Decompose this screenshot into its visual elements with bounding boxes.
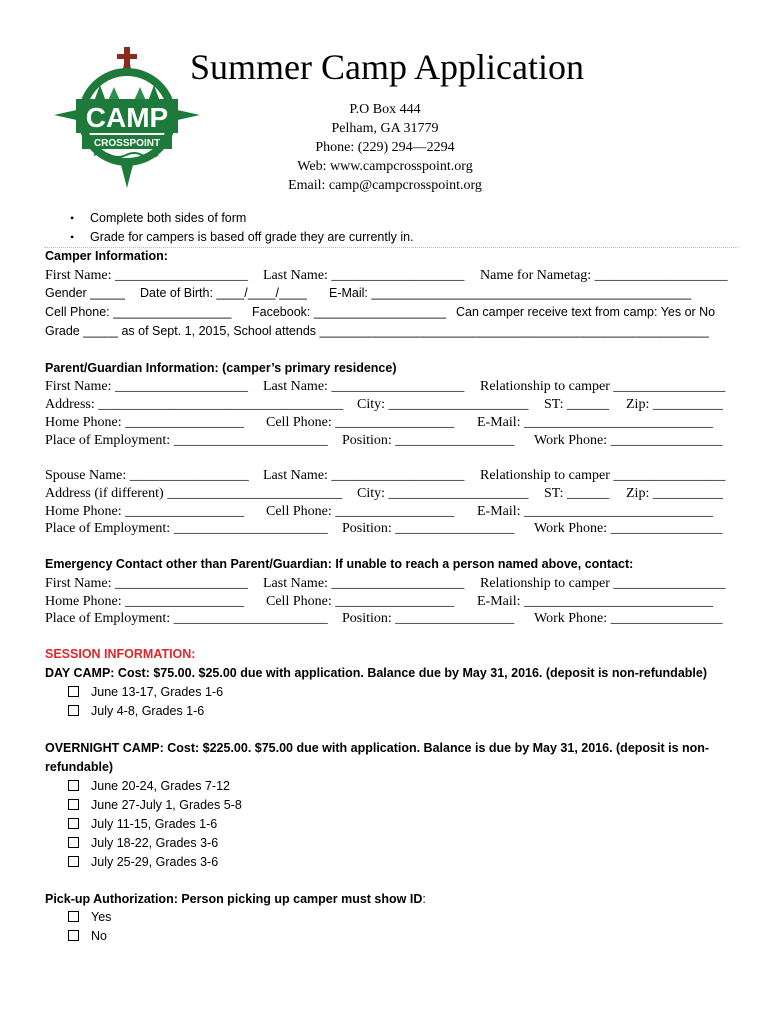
emergency-work-phone-field[interactable]: Work Phone: ________________ bbox=[534, 611, 723, 626]
overnight-camp-description-line-1: OVERNIGHT CAMP: Cost: $225.00. $75.00 due with application. Balance is due by May 31, 2016. (deposit is non- bbox=[45, 741, 710, 755]
pickup-option-no[interactable] bbox=[68, 929, 107, 947]
parent-row-3 bbox=[45, 415, 745, 433]
camp-crosspoint-logo bbox=[52, 45, 202, 190]
logo-text-crosspoint: CROSSPOINT bbox=[93, 138, 161, 149]
spouse-zip-field[interactable]: Zip: __________ bbox=[626, 486, 723, 501]
spouse-row-2 bbox=[45, 486, 745, 504]
parent-home-phone-field[interactable]: Home Phone: _________________ bbox=[45, 415, 245, 430]
overnight-option-label: July 11-15, Grades 1-6 bbox=[91, 817, 218, 831]
day-option-label: July 4-8, Grades 1-6 bbox=[91, 704, 205, 718]
overnight-option-2[interactable] bbox=[68, 798, 242, 816]
parent-st-field[interactable]: ST: ______ bbox=[544, 397, 610, 412]
checkbox-icon[interactable] bbox=[68, 856, 79, 867]
bullet-icon: • bbox=[70, 211, 75, 225]
camper-gender-field[interactable]: Gender _____ bbox=[45, 286, 125, 300]
spouse-last-name-field[interactable]: Last Name: ___________________ bbox=[263, 468, 465, 483]
emergency-row-3 bbox=[45, 611, 745, 629]
camper-grade-field[interactable]: Grade _____ as of Sept. 1, 2015, School attends ________________________________________________________ bbox=[45, 324, 709, 338]
spouse-position-field[interactable]: Position: _________________ bbox=[342, 521, 515, 536]
address-line-2: Pelham, GA 31779 bbox=[331, 121, 439, 136]
overnight-option-4[interactable] bbox=[68, 836, 218, 854]
emergency-email-field[interactable]: E-Mail: ___________________________ bbox=[477, 594, 714, 609]
camper-first-name-field[interactable]: First Name: ___________________ bbox=[45, 268, 248, 283]
spouse-home-phone-field[interactable]: Home Phone: _________________ bbox=[45, 504, 245, 519]
emergency-position-field[interactable]: Position: _________________ bbox=[342, 611, 515, 626]
overnight-option-1[interactable] bbox=[68, 779, 230, 797]
checkbox-icon[interactable] bbox=[68, 705, 79, 716]
camper-facebook-field[interactable]: Facebook: ___________________ bbox=[252, 305, 446, 319]
overnight-option-label: July 25-29, Grades 3-6 bbox=[91, 855, 219, 869]
overnight-option-label: June 20-24, Grades 7-12 bbox=[91, 779, 230, 793]
emergency-employment-field[interactable]: Place of Employment: ______________________ bbox=[45, 611, 328, 626]
checkbox-icon[interactable] bbox=[68, 911, 79, 922]
parent-cell-phone-field[interactable]: Cell Phone: _________________ bbox=[266, 415, 455, 430]
camper-row-1 bbox=[45, 268, 745, 286]
checkbox-icon[interactable] bbox=[68, 818, 79, 829]
parent-address-field[interactable]: Address: ___________________________________ bbox=[45, 397, 344, 412]
spouse-employment-field[interactable]: Place of Employment: ______________________ bbox=[45, 521, 328, 536]
checkbox-icon[interactable] bbox=[68, 686, 79, 697]
camper-row-2 bbox=[45, 286, 745, 304]
instruction-item: Complete both sides of form bbox=[90, 211, 247, 225]
parent-relationship-field[interactable]: Relationship to camper ________________ bbox=[480, 379, 726, 394]
address-line-1: P.O Box 444 bbox=[349, 102, 421, 117]
camper-dob-field[interactable]: Date of Birth: ____/____/____ bbox=[140, 286, 307, 300]
spouse-address-field[interactable]: Address (if different) _________________________ bbox=[45, 486, 343, 501]
pickup-heading-row bbox=[45, 892, 426, 910]
pickup-heading-colon: : bbox=[422, 892, 426, 906]
day-option-1[interactable] bbox=[68, 685, 223, 703]
parent-zip-field[interactable]: Zip: __________ bbox=[626, 397, 723, 412]
emergency-relationship-field[interactable]: Relationship to camper ________________ bbox=[480, 576, 726, 591]
parent-row-2 bbox=[45, 397, 745, 415]
checkbox-icon[interactable] bbox=[68, 930, 79, 941]
emergency-cell-phone-field[interactable]: Cell Phone: _________________ bbox=[266, 594, 455, 609]
spouse-work-phone-field[interactable]: Work Phone: ________________ bbox=[534, 521, 723, 536]
spouse-city-field[interactable]: City: ____________________ bbox=[357, 486, 529, 501]
logo-text-camp: CAMP bbox=[85, 102, 169, 133]
phone-line: Phone: (229) 294—2294 bbox=[315, 140, 455, 155]
day-option-label: June 13-17, Grades 1-6 bbox=[91, 685, 224, 699]
spouse-cell-phone-field[interactable]: Cell Phone: _________________ bbox=[266, 504, 455, 519]
session-heading: SESSION INFORMATION: bbox=[45, 647, 196, 661]
parent-employment-field[interactable]: Place of Employment: ______________________ bbox=[45, 433, 328, 448]
checkbox-icon[interactable] bbox=[68, 837, 79, 848]
parent-position-field[interactable]: Position: _________________ bbox=[342, 433, 515, 448]
parent-city-field[interactable]: City: ____________________ bbox=[357, 397, 529, 412]
overnight-option-5[interactable] bbox=[68, 855, 218, 873]
checkbox-icon[interactable] bbox=[68, 780, 79, 791]
page-title: Summer Camp Application bbox=[190, 47, 584, 87]
emergency-last-name-field[interactable]: Last Name: ___________________ bbox=[263, 576, 465, 591]
emergency-heading: Emergency Contact other than Parent/Guardian: If unable to reach a person named above, contact: bbox=[45, 557, 634, 571]
divider bbox=[44, 247, 738, 248]
parent-work-phone-field[interactable]: Work Phone: ________________ bbox=[534, 433, 723, 448]
parent-heading: Parent/Guardian Information: (camper’s primary residence) bbox=[45, 361, 397, 375]
camper-email-field[interactable]: E-Mail: ______________________________________________ bbox=[329, 286, 692, 300]
email-line: Email: camp@campcrosspoint.org bbox=[288, 178, 482, 193]
camper-heading: Camper Information: bbox=[45, 249, 168, 263]
emergency-home-phone-field[interactable]: Home Phone: _________________ bbox=[45, 594, 245, 609]
day-option-2[interactable] bbox=[68, 704, 204, 722]
spouse-email-field[interactable]: E-Mail: ___________________________ bbox=[477, 504, 714, 519]
camper-text-question: Can camper receive text from camp: Yes or No bbox=[456, 305, 716, 319]
pickup-option-label: Yes bbox=[91, 910, 112, 924]
spouse-relationship-field[interactable]: Relationship to camper ________________ bbox=[480, 468, 726, 483]
emergency-row-2 bbox=[45, 594, 745, 612]
parent-row-4 bbox=[45, 433, 745, 451]
camper-cell-field[interactable]: Cell Phone: _________________ bbox=[45, 305, 232, 319]
emergency-first-name-field[interactable]: First Name: ___________________ bbox=[45, 576, 248, 591]
camper-nametag-field[interactable]: Name for Nametag: ___________________ bbox=[480, 268, 728, 283]
instruction-item: Grade for campers is based off grade they are currently in. bbox=[90, 230, 414, 244]
camper-row-3 bbox=[45, 305, 745, 323]
spouse-row-3 bbox=[45, 504, 745, 522]
pickup-heading: Pick-up Authorization: Person picking up camper must show ID bbox=[45, 892, 423, 906]
parent-email-field[interactable]: E-Mail: ___________________________ bbox=[477, 415, 714, 430]
overnight-option-3[interactable] bbox=[68, 817, 217, 835]
parent-last-name-field[interactable]: Last Name: ___________________ bbox=[263, 379, 465, 394]
camper-last-name-field[interactable]: Last Name: ___________________ bbox=[263, 268, 465, 283]
pickup-option-yes[interactable] bbox=[68, 910, 111, 928]
parent-first-name-field[interactable]: First Name: ___________________ bbox=[45, 379, 248, 394]
overnight-option-label: June 27-July 1, Grades 5-8 bbox=[91, 798, 242, 812]
overnight-option-label: July 18-22, Grades 3-6 bbox=[91, 836, 219, 850]
spouse-row-1 bbox=[45, 468, 745, 486]
bullet-icon: • bbox=[70, 230, 75, 244]
web-line: Web: www.campcrosspoint.org bbox=[297, 159, 473, 174]
parent-row-1 bbox=[45, 379, 745, 397]
checkbox-icon[interactable] bbox=[68, 799, 79, 810]
spouse-name-field[interactable]: Spouse Name: _________________ bbox=[45, 468, 249, 483]
spouse-st-field[interactable]: ST: ______ bbox=[544, 486, 610, 501]
pickup-option-label: No bbox=[91, 929, 107, 943]
emergency-row-1 bbox=[45, 576, 745, 594]
day-camp-description: DAY CAMP: Cost: $75.00. $25.00 due with application. Balance due by May 31, 2016. (deposit is non-refundable) bbox=[45, 666, 707, 680]
overnight-camp-description-line-2: refundable) bbox=[45, 760, 114, 774]
spouse-row-4 bbox=[45, 521, 745, 539]
